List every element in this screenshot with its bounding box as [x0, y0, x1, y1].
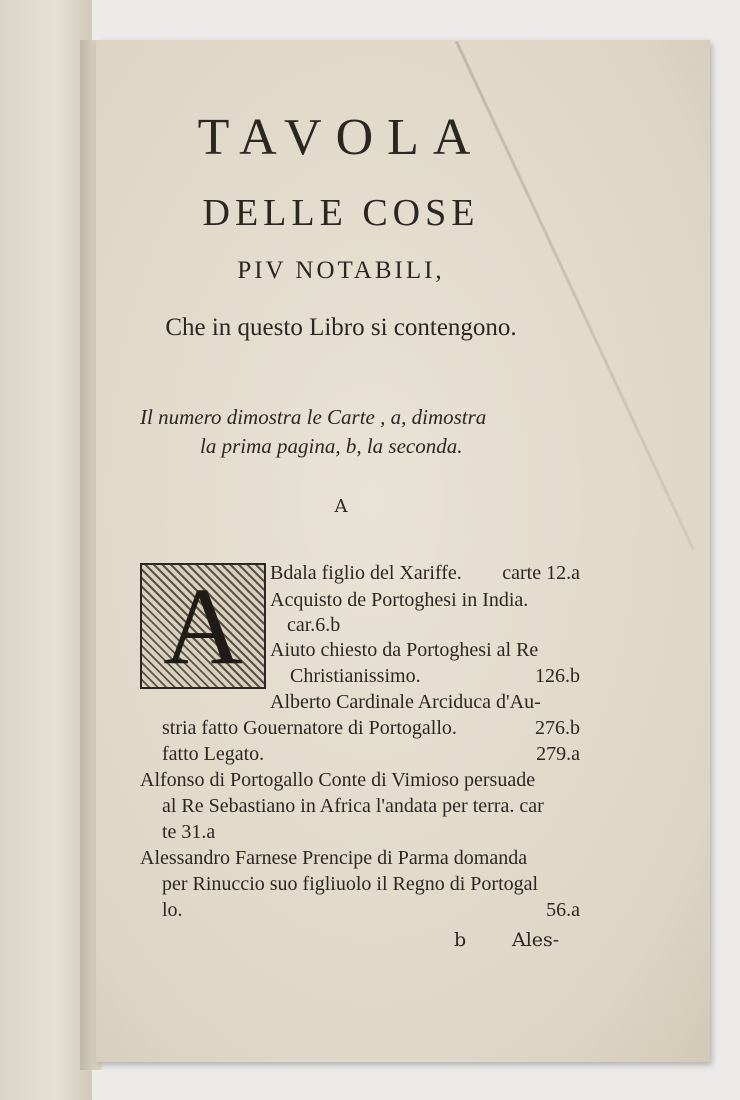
page-title: TAVOLA	[197, 109, 485, 166]
note-line-1: Il numero dimostra le Carte , a, dimostra	[140, 405, 487, 429]
entry-line: Aiuto chiesto da Portoghesi al Re	[270, 639, 539, 661]
entry-line: Christianissimo. 126.b	[290, 665, 580, 687]
entry-line: te 31.a	[162, 821, 216, 843]
decorated-initial	[140, 563, 266, 689]
entry-line: stria fatto Gouernatore di Portogallo. 276.b	[162, 717, 580, 739]
entry-line: Bdala figlio del Xariffe. carte 12.a	[270, 562, 580, 584]
entry-line: fatto Legato. 279.a	[162, 743, 580, 765]
entry-line: al Re Sebastiano in Africa l'andata per terra. car	[162, 795, 544, 817]
section-letter: A	[334, 496, 348, 517]
subtitle-line-2: PIV NOTABILI,	[237, 257, 445, 284]
entry-line: per Rinuccio suo figliuolo il Regno di Portogal	[162, 873, 539, 895]
catchword: Ales-	[512, 929, 560, 951]
signature-mark: b	[454, 929, 467, 951]
entry-line: car.6.b	[287, 614, 341, 636]
initial-letter: A	[163, 565, 243, 687]
note-line-2: la prima pagina, b, la seconda.	[200, 434, 463, 458]
subtitle-line-3: Che in questo Libro si contengono.	[165, 314, 517, 341]
entry-line: Alfonso di Portogallo Conte di Vimioso persuade	[140, 769, 536, 791]
left-page-edge	[0, 0, 92, 1100]
entry-line: Acquisto de Portoghesi in India.	[270, 589, 529, 611]
entry-line: lo. 56.a	[162, 899, 580, 921]
entry-line: Alberto Cardinale Arciduca d'Au-	[270, 691, 541, 713]
subtitle-line-1: DELLE COSE	[202, 192, 480, 234]
entry-line: Alessandro Farnese Prencipe di Parma domanda	[140, 847, 528, 869]
